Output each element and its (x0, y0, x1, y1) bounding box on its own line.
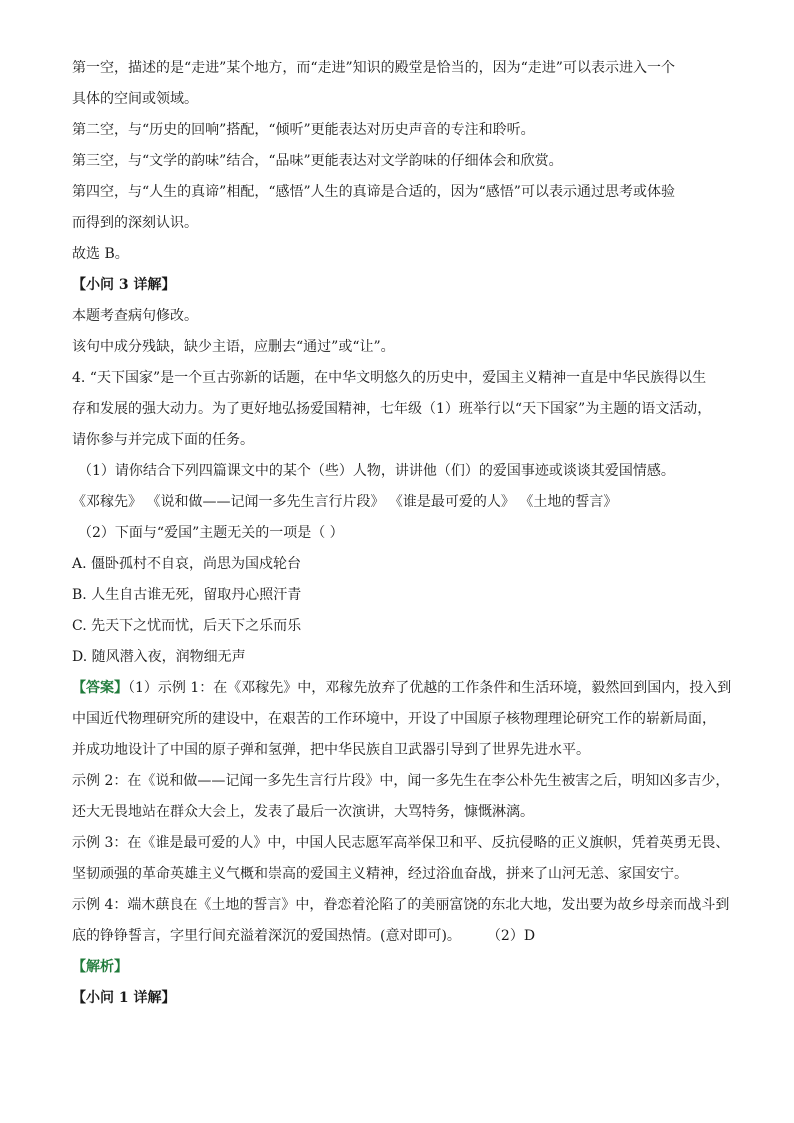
option-c: C. 先天下之忧而忧，后天下之乐而乐 (72, 618, 302, 634)
book-list: 《邓稼先》 《说和做——记闻一多先生言行片段》 《谁是最可爱的人》 《土地的誓言》 (72, 494, 618, 510)
answer-line-3: 并成功地设计了中国的原子弹和氢弹，把中华民族自卫武器引导到了世界先进水平。 (72, 742, 590, 758)
paragraph-correction: 该句中成分残缺，缺少主语，应删去“通过”或“让”。 (72, 339, 395, 355)
example-3-line-2: 坚韧顽强的革命英雄主义气概和崇高的爱国主义精神，经过浴血奋战，拼来了山河无恙、家国安宁。 (72, 866, 688, 882)
option-a: A. 僵卧孤村不自哀，尚思为国戍轮台 (72, 556, 302, 572)
document-page (72, 58, 732, 1008)
analysis-label: 【解析】 (72, 959, 128, 975)
question-4-part-2: （2）下面与“爱国”主题无关的一项是（ ） (78, 525, 344, 541)
paragraph-blank-1-line-2: 具体的空间或领域。 (72, 91, 198, 107)
option-b: B. 人生自古谁无死，留取丹心照汗青 (72, 587, 302, 603)
question-4-line-3: 请你参与并完成下面的任务。 (72, 432, 254, 448)
sub-question-1-header: 【小问 1 详解】 (72, 990, 176, 1006)
paragraph-blank-4-line-2: 而得到的深刻认识。 (72, 215, 198, 231)
paragraph-blank-1-line-1: 第一空，描述的是“走进”某个地方，而“走进”知识的殿堂是恰当的，因为“走进”可以表示进入一个 (72, 60, 675, 76)
paragraph-topic: 本题考查病句修改。 (72, 308, 198, 324)
answer-label: 【答案】 (72, 680, 128, 696)
example-3-line-1: 示例 3：在《谁是最可爱的人》中，中国人民志愿军高举保卫和平、反抗侵略的正义旗帜，凭着英勇无畏、 (72, 835, 730, 851)
example-4-text-2: 底的铮铮誓言，字里行间充溢着深沉的爱国热情。(意对即可)。 (72, 928, 461, 944)
paragraph-conclusion: 故选 B。 (72, 246, 129, 262)
paragraph-blank-4-line-1: 第四空，与“人生的真谛”相配，“感悟”人生的真谛是合适的，因为“感悟”可以表示通过思考或体验 (72, 184, 675, 200)
example-2-line-2: 还大无畏地站在群众大会上，发表了最后一次演讲，大骂特务，慷慨淋漓。 (72, 804, 534, 820)
option-d: D. 随风潜入夜，润物细无声 (72, 649, 246, 665)
paragraph-blank-3: 第三空，与“文学的韵味”结合，“品味”更能表达对文学韵味的仔细体会和欣赏。 (72, 153, 563, 169)
answer-line-2: 中国近代物理研究所的建设中，在艰苦的工作环境中，开设了中国原子核物理理论研究工作的崭新局面， (72, 711, 716, 727)
sub-question-3-header: 【小问 3 详解】 (72, 277, 176, 293)
paragraph-blank-2: 第二空，与“历史的回响”搭配，“倾听”更能表达对历史声音的专注和聆听。 (72, 122, 535, 138)
example-2-line-1: 示例 2：在《说和做——记闻一多先生言行片段》中，闻一多先生在李公朴先生被害之后，明知凶多吉少， (72, 773, 730, 789)
question-4-part-1: （1）请你结合下列四篇课文中的某个（些）人物，讲讲他（们）的爱国事迹或谈谈其爱国情感。 (78, 463, 675, 479)
example-4-line-2 (72, 926, 732, 946)
question-4-line-2: 存和发展的强大动力。为了更好地弘扬爱国精神，七年级（1）班举行以“天下国家”为主题的语文活动， (72, 401, 712, 417)
question-4-line-1: 4. “天下国家”是一个亘古弥新的话题，在中华文明悠久的历史中，爱国主义精神一直是中华民族得以生 (72, 370, 707, 386)
answer-text-1: （1）示例 1：在《邓稼先》中，邓稼先放弃了优越的工作条件和生活环境，毅然回到国内，投入到 (128, 680, 732, 696)
answer-part-2: （2）D (486, 928, 536, 944)
example-4-line-1: 示例 4：端木蕻良在《土地的誓言》中，眷恋着沦陷了的美丽富饶的东北大地，发出要为故乡母亲而战斗到 (72, 897, 730, 913)
answer-line-1 (72, 678, 732, 698)
